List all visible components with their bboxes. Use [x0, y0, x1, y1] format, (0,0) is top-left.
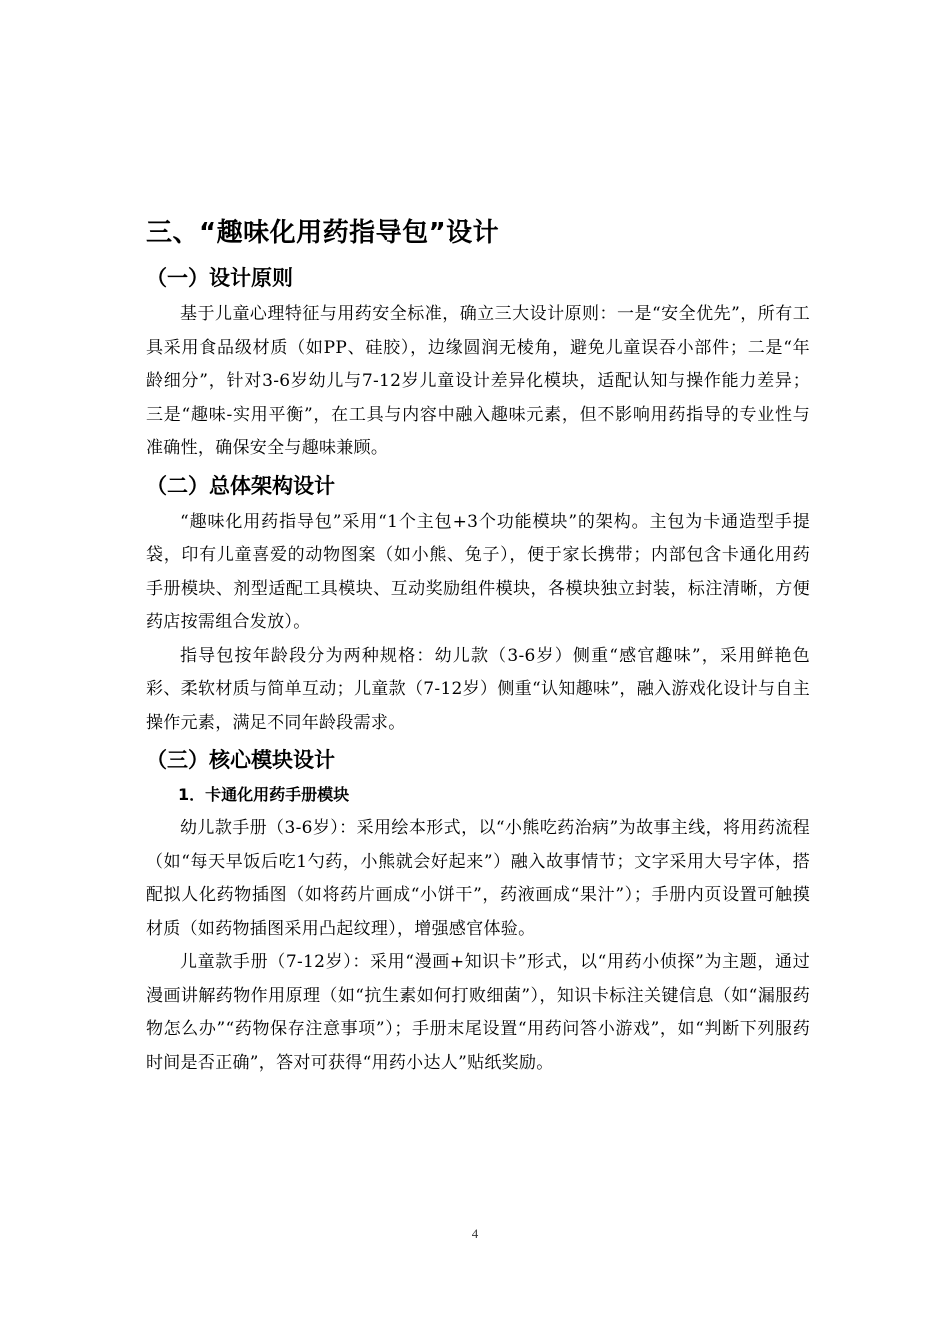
paragraph-child-manual: 儿童款手册（7-12岁）：采用“漫画+知识卡”形式，以“用药小侦探”为主题，通过漫画讲解药物作用原理（如“抗生素如何打败细菌”），知识卡标注关键信息（如“漏服药物怎么办”“药物保存注意事项”）；手册末尾设置“用药问答小游戏”，如“判断下列服药时间是否正确”，答对可获得“用药小达人”贴纸奖励。	[146, 952, 810, 1073]
paragraph-design-principles: 基于儿童心理特征与用药安全标准，确立三大设计原则：一是“安全优先”，所有工具采用食品级材质（如PP、硅胶），边缘圆润无棱角，避免儿童误吞小部件；二是“年龄细分”，针对3-6岁幼儿与7-12岁儿童设计差异化模块，适配认知与操作能力差异；三是“趣味-实用平衡”，在工具与内容中融入趣味元素，但不影响用药指导的专业性与准确性，确保安全与趣味兼顾。	[146, 304, 810, 458]
section-heading-overall-architecture: （二）总体架构设计	[146, 473, 335, 498]
document-body	[146, 210, 810, 1080]
page-number: 4	[471, 1226, 479, 1241]
document-title: 三、“趣味化用药指导包”设计	[146, 218, 500, 248]
subsection-heading-cartoon-manual: 1．卡通化用药手册模块	[178, 785, 350, 804]
paragraph-age-specifications: 指导包按年龄段分为两种规格：幼儿款（3-6岁）侧重“感官趣味”，采用鲜艳色彩、柔软材质与简单互动；儿童款（7-12岁）侧重“认知趣味”，融入游戏化设计与自主操作元素，满足不同年龄段需求。	[146, 645, 810, 733]
section-heading-core-modules: （三）核心模块设计	[146, 748, 335, 772]
paragraph-architecture: “趣味化用药指导包”采用“1个主包+3个功能模块”的架构。主包为卡通造型手提袋，印有儿童喜爱的动物图案（如小熊、兔子），便于家长携带；内部包含卡通化用药手册模块、剂型适配工具模块、互动奖励组件模块，各模块独立封装，标注清晰，方便药店按需组合发放）。	[146, 511, 810, 632]
section-heading-design-principles: （一）设计原则	[146, 266, 293, 290]
paragraph-toddler-manual: 幼儿款手册（3-6岁）：采用绘本形式，以“小熊吃药治病”为故事主线，将用药流程（如“每天早饭后吃1勺药，小熊就会好起来”）融入故事情节；文字采用大号字体，搭配拟人化药物插图（如将药片画成“小饼干”，药液画成“果汁”）；手册内页设置可触摸材质（如药物插图采用凸起纹理），增强感官体验。	[146, 818, 810, 939]
